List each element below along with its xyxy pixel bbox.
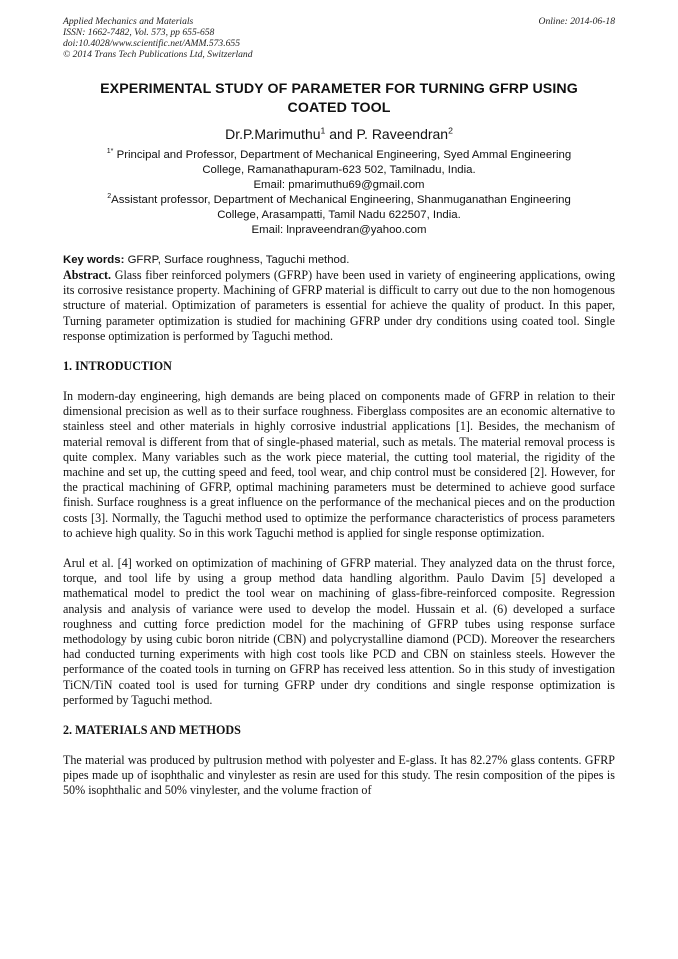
introduction-paragraph-2: Arul et al. [4] worked on optimization of machining of GFRP material. They analyzed data on the thrust force, torque, and tool life by using a group method data handling algorithm. Paulo Davim [5] developed a mathematical model to predict the tool wear on machining of glass-fibre-reinforced composite. Regression analysis and analysis of variance were used to develop the model. Hussain et al. (6) developed a surface roughness and cutting force prediction model for the machining of GFRP tubes using response surface methodology by using cubic boron nitride (CBN) and polycrystalline diamond (PCD). Moreover the researchers had conducted turning experiments with high cost tools like PCD and CBN on stainless steels. However the performance of the coated tools in turning on GFRP has received less attention. So in this study of investigation TiCN/TiN coated tool is used for turning GFRP under dry conditions and single response optimization is performed by Taguchi method. [63, 556, 615, 707]
issn-line: ISSN: 1662-7482, Vol. 573, pp 655-658 [63, 27, 215, 38]
doi-line: doi:10.4028/www.scientific.net/AMM.573.655 [63, 38, 241, 49]
keywords-label: Key words: [63, 254, 125, 266]
affiliation-1-sup: 1* [106, 148, 114, 156]
introduction-paragraph-1: In modern-day engineering, high demands are being placed on components made of GFRP in relation to their dimensional precision as well as to their surface roughness. Fiberglass composites are an economic alternative to stainless steel and other materials in highly corrosive industrial applications [1]. Besides, the mechanism of material removal is different from that of single-phased material, such as metals. The material removal process is quite complex. Many variables such as the work piece material, the cutting tool material, the rigidity of the machine and set up, the cutting speed and feed, tool wear, and chip control must be considered [2]. However, for the practical machining of GFRP, optimal machining parameters must be determined to achieve good surface finish. Surface roughness is a great influence on the performance of the mechanical pieces and on the production costs [3]. Normally, the Taguchi method used to optimize the performance characteristics of process parameters to achieve high quality. So in this work Taguchi method is applied for single response optimization. [63, 389, 615, 540]
author-2-sup: 2 [448, 125, 453, 136]
abstract-label: Abstract. [63, 268, 112, 282]
title-line-2: COATED TOOL [287, 100, 391, 116]
affiliation-1-line-2: College, Ramanathapuram-623 502, Tamilnadu, India. [202, 164, 476, 176]
title-line-1: EXPERIMENTAL STUDY OF PARAMETER FOR TURNING GFRP USING [100, 81, 578, 97]
author-2-name: P. Raveendran [356, 126, 449, 142]
journal-header [63, 0, 615, 60]
copyright-line: © 2014 Trans Tech Publications Ltd, Switzerland [63, 49, 253, 60]
keywords [63, 253, 615, 268]
author-1-name: Dr.P.Marimuthu [225, 126, 321, 142]
keywords-text: GFRP, Surface roughness, Taguchi method. [124, 254, 350, 266]
affiliation-2-text: Assistant professor, Department of Mechanical Engineering, Shanmuganathan Engineering [111, 194, 571, 206]
section-heading-introduction: 1. INTRODUCTION [63, 359, 172, 374]
author-1-sup: 1 [320, 125, 326, 136]
materials-paragraph-1: The material was produced by pultrusion method with polyester and E-glass. It has 82.27% glass contents. GFRP pipes made up of isophthalic and vinylester as resin are used for this study. The resin composition of the pipes is 50% isophthalic and 50% vinylester, and the volume fraction of [63, 753, 615, 798]
section-heading-materials: 2. MATERIALS AND METHODS [63, 723, 241, 738]
online-date: Online: 2014-06-18 [538, 16, 615, 27]
affiliation-1-line-1 [63, 148, 615, 163]
affiliation-2-sup: 2 [107, 193, 112, 201]
affiliation-2-line-1 [63, 193, 615, 208]
affiliation-2-email: Email: lnpraveendran@yahoo.com [251, 224, 427, 236]
affiliation-1-email: Email: pmarimuthu69@gmail.com [253, 179, 425, 191]
paper-title [63, 80, 615, 118]
affiliation-2-line-2: College, Arasampatti, Tamil Nadu 622507, India. [217, 209, 461, 221]
author-and: and [325, 126, 357, 142]
abstract [63, 268, 615, 344]
journal-name: Applied Mechanics and Materials [63, 16, 194, 27]
author-line [63, 125, 615, 143]
affiliations [63, 148, 615, 238]
paragraph-gap [63, 541, 615, 556]
abstract-text: Glass fiber reinforced polymers (GFRP) have been used in variety of engineering applications, owing its corrosive resistance property. Machining of GFRP material is difficult to carry out due to the non homogenous structure of material. Optimization of parameters is essential for achieve the quality of product. In this paper, Turning parameter optimization is studied for machining GFRP under dry conditions using coated tool. Single response optimization is performed by Taguchi method. [63, 268, 615, 343]
affiliation-1-text: Principal and Professor, Department of Mechanical Engineering, Syed Ammal Engineering [116, 149, 572, 161]
